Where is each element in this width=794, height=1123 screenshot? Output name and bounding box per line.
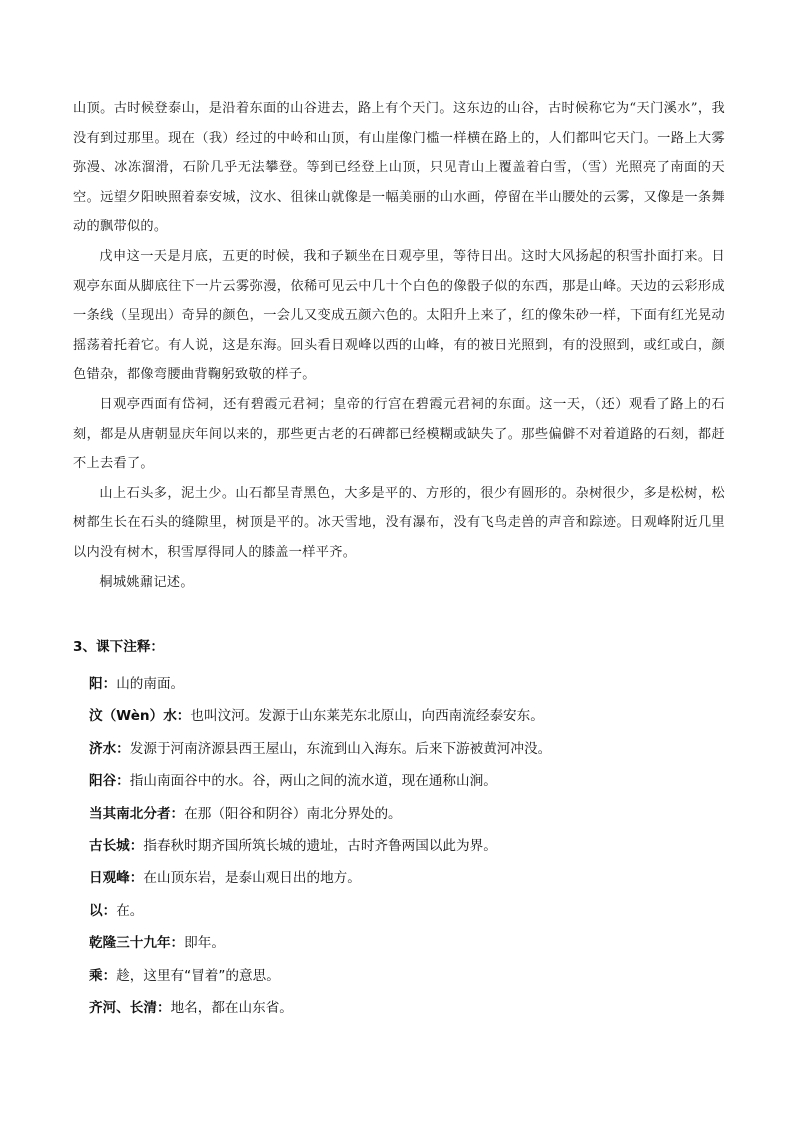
note-term: 乘： [89,967,117,984]
note-term: 乾隆三十九年： [89,935,185,952]
note-term: 以： [89,902,117,919]
note-term: 古长城： [89,837,144,854]
note-definition: 即年。 [184,935,225,952]
note-definition: 山的南面。 [116,676,185,692]
note-term: 当其南北分者： [89,805,185,822]
translation-paragraph: 桐城姚鼐记述。 [99,574,194,590]
translation-paragraph: 山上石头多，泥土少。山石都呈青黑色，大多是平的、方形的，很少有圆形的。杂树很少，多是松树，松树都生长在石头的缝隙里，树顶是平的。冰天雪地，没有瀑布，没有飞鸟走兽的声音和踪迹。日观峰附近几里以内没有树木，积雪厚得同人的膝盖一样平齐。 [73,485,725,560]
note-term: 济水： [89,740,130,757]
translation-paragraph: 山顶。古时候登泰山，是沿着东面的山谷进去，路上有个天门。这东边的山谷，古时候称它为“天门溪水”，我没有到过那里。现在（我）经过的中岭和山顶，有山崖像门槛一样横在路上的，人们都叫它天门。一路上大雾弥漫、冰冻溜滑，石阶几乎无法攀登。等到已经登上山顶，只见青山上覆盖着白雪，（雪）光照亮了南面的天空。远望夕阳映照着泰安城，汶水、徂徕山就像是一幅美丽的山水画，停留在半山腰处的云雾，又像是一条舞动的飘带似的。 [73,101,725,235]
note-definition: 趁，这里有“冒着”的意思。 [116,967,280,984]
note-term: 日观峰： [89,870,144,887]
note-definition: 地名，都在山东省。 [170,999,293,1016]
notes-heading: 3、课下注释： [73,639,165,655]
note-definition: 也叫汶河。发源于山东莱芜东北原山，向西南流经泰安东。 [190,708,544,725]
note-term: 齐河、长清： [89,999,171,1016]
note-item [89,862,729,894]
translation-paragraph: 戊申这一天是月底，五更的时候，我和子颖坐在日观亭里，等待日出。这时大风扬起的积雪扑面打来。日观亭东面从脚底往下一片云雾弥漫，依稀可见云中几十个白色的像骰子似的东西，那是山峰。天边的云彩形成一条线（呈现出）奇异的颜色，一会儿又变成五颜六色的。太阳升上来了，红的像朱砂一样，下面有红光晃动摇荡着托着它。有人说，这是东海。回头看日观峰以西的山峰，有的被日光照到，有的没照到，或红或白，颜色错杂，都像弯腰曲背鞠躬致敬的样子。 [73,248,725,383]
note-term: 阳谷： [89,773,130,790]
notes-list [89,668,729,1024]
note-item [89,700,729,732]
note-item [89,765,729,797]
note-item [89,992,729,1024]
note-item [89,830,729,862]
note-definition: 指春秋时期齐国所筑长城的遗址，古时齐鲁两国以此为界。 [143,837,497,854]
note-item [89,895,729,927]
note-term: 阳： [89,676,117,692]
note-term: 汶（Wèn）水： [89,708,191,725]
translation-paragraph: 日观亭西面有岱祠，还有碧霞元君祠；皇帝的行宫在碧霞元君祠的东面。这一天，（还）观看了路上的石刻，都是从唐朝显庆年间以来的，那些更古老的石碑都已经模糊或缺失了。那些偏僻不对着道路的石刻，都赶不上去看了。 [73,396,725,472]
translation-text [73,94,725,597]
note-item [89,733,729,765]
note-item [89,927,729,959]
note-item [89,798,729,830]
note-definition: 在山顶东岩，是泰山观日出的地方。 [143,870,361,887]
note-definition: 发源于河南济源县西王屋山，东流到山入海东。后来下游被黄河冲没。 [129,740,552,757]
note-item [89,960,729,992]
note-item [89,668,729,700]
note-definition: 在。 [116,902,144,919]
note-definition: 在那（阳谷和阴谷）南北分界处的。 [184,805,402,822]
note-definition: 指山南面谷中的水。谷，两山之间的流水道，现在通称山涧。 [129,773,497,790]
